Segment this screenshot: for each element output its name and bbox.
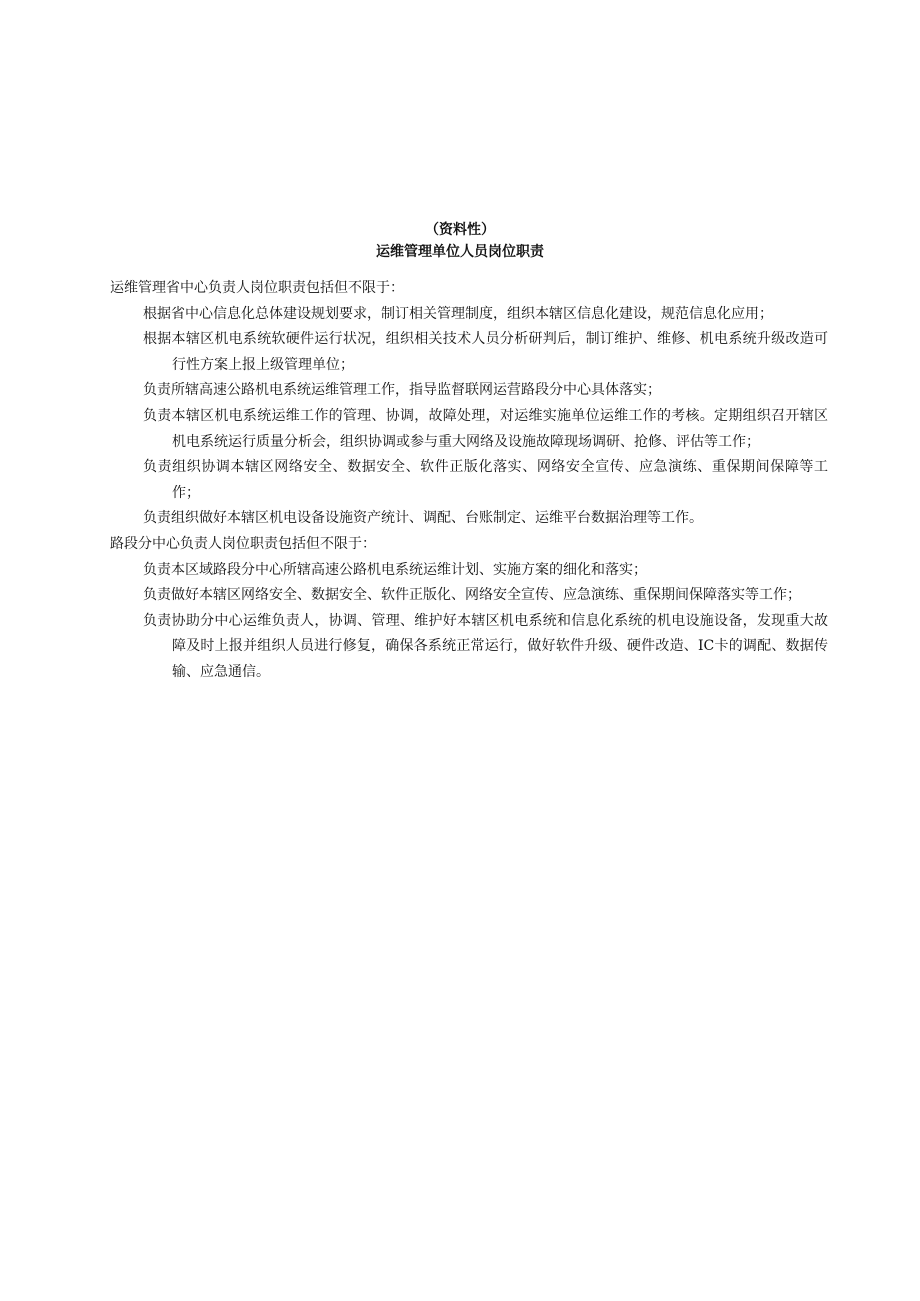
list-item: 负责本辖区机电系统运维工作的管理、协调，故障处理，对运维实施单位运维工作的考核。定期组织召开辖区机电系统运行质量分析会，组织协调或参与重大网络及设施故障现场调研、抢修、评估等工作； [143, 407, 828, 450]
document-body [110, 276, 828, 686]
list-item: 负责做好本辖区网络安全、数据安全、软件正版化、网络安全宣传、应急演练、重保期间保障落实等工作； [143, 587, 801, 604]
list-item: 负责本区域路段分中心所辖高速公路机电系统运维计划、实施方案的细化和落实； [143, 561, 647, 578]
list-item: 根据省中心信息化总体建设规划要求，制订相关管理制度，组织本辖区信息化建设，规范信息化应用； [143, 305, 773, 322]
section-heading-provincial: 运维管理省中心负责人岗位职责包括但不限于： [110, 280, 404, 296]
section-heading-road-section: 路段分中心负责人岗位职责包括但不限于： [110, 535, 376, 552]
list-item: 负责组织做好本辖区机电设备设施资产统计、调配、台账制定、运维平台数据治理等工作。 [143, 510, 703, 527]
annex-label: （资料性） [425, 222, 495, 238]
document-title: 运维管理单位人员岗位职责 [376, 244, 544, 260]
list-item: 负责协助分中心运维负责人，协调、管理、维护好本辖区机电系统和信息化系统的机电设施设备，发现重大故障及时上报并组织人员进行修复，确保各系统正常运行，做好软件升级、硬件改造、IC卡的调配、数据传输、应急通信。 [143, 612, 828, 680]
list-item: 根据本辖区机电系统软硬件运行状况，组织相关技术人员分析研判后，制订维护、维修、机电系统升级改造可行性方案上报上级管理单位； [143, 331, 828, 373]
list-item: 负责组织协调本辖区网络安全、数据安全、软件正版化落实、网络安全宣传、应急演练、重保期间保障等工作； [143, 459, 828, 501]
list-item: 负责所辖高速公路机电系统运维管理工作，指导监督联网运营路段分中心具体落实； [143, 382, 661, 399]
